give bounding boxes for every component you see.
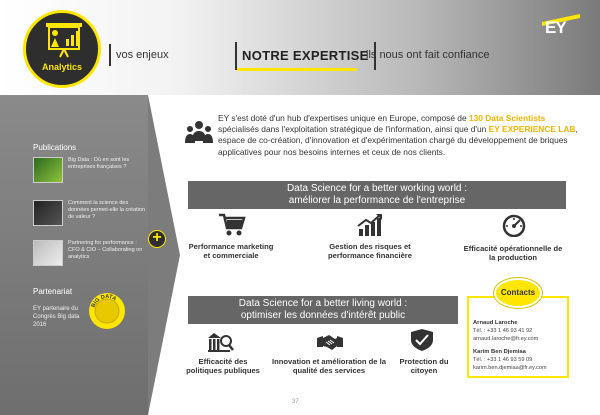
nav-vos-enjeux[interactable]: vos enjeux [109, 44, 169, 66]
partner-text: EY partenaire du Congrès Big data 2016 [33, 306, 80, 328]
dark-report-thumbnail-icon [33, 200, 63, 226]
feature-label-marketing: Performance marketing et commerciale [188, 242, 274, 260]
ey-logo-text: EY [545, 18, 566, 37]
banner-living-world [188, 296, 458, 324]
contact-name-2: Karim Ben Djemiaa [473, 349, 526, 355]
shield-icon [408, 328, 436, 352]
badge-label: Analytics [41, 62, 83, 72]
publication-item-3[interactable] [33, 240, 143, 270]
publication-text: Partnering for performance : CFO & CIO – Collaborating on analytics [68, 240, 143, 260]
publication-text: Comment la science des données permet-elle la création de valeur ? [68, 200, 146, 220]
intro-text-3: , espace de co-création, d'innovation et d'expérimentation chargé du développement de briques applicatives pour nos besoins internes et ceux de nos clients. [218, 124, 578, 157]
intro-text-2: spécialisés dans l'exploitation stratégique de l'information, ainsi que d'un [218, 124, 489, 135]
team-icon [185, 119, 213, 147]
publications-title: Publications [33, 143, 77, 152]
seal-text: BIG DATA [90, 293, 118, 309]
partenariat-title: Partenariat [33, 287, 73, 296]
people-report-thumbnail-icon [33, 240, 63, 266]
feature-label-risques: Gestion des risques et performance financière [328, 242, 412, 260]
presentation-chart-icon [44, 21, 84, 59]
shopping-cart-icon [218, 213, 246, 237]
contact-email-1[interactable]: arnaud.laroche@fr.ey.com [473, 336, 539, 342]
building-chart-icon [206, 330, 234, 354]
contact-email-2[interactable]: karim.ben.djemiaa@fr.ey.com [473, 365, 547, 371]
analytics-badge[interactable] [23, 10, 101, 88]
green-report-thumbnail-icon [33, 157, 63, 183]
feature-label-protection: Protection du citoyen [399, 357, 449, 375]
rising-chart-icon [356, 213, 384, 237]
contact-phone-2: Tél. : +33 1 46 93 59 09 [473, 357, 533, 363]
nav-notre-expertise[interactable]: NOTRE EXPERTISE [235, 42, 376, 70]
page-number: 37 [292, 399, 299, 405]
handshake-icon [316, 330, 344, 354]
intro-text-1: EY s'est doté d'un hub d'expertises unique en Europe, composé de [218, 113, 469, 123]
big-data-seal-icon[interactable] [88, 292, 126, 330]
banner2-line2: optimiser les données d'intérêt public [240, 310, 406, 321]
contacts-badge: Contacts [494, 278, 542, 308]
intro-paragraph [218, 113, 578, 158]
publication-text: Big Data : Où en sont les entreprises françaises ? [68, 157, 130, 170]
intro-highlight-experience-lab: EY EXPERIENCE LAB [488, 124, 576, 135]
contact-phone-1: Tél. : +33 1 46 93 41 92 [473, 328, 533, 334]
feature-label-innovation: Innovation et amélioration de la qualité des services [272, 357, 386, 375]
nav-ils-nous-ont-fait-confiance[interactable]: ils nous ont fait confiance [366, 49, 490, 61]
publication-item-2[interactable] [33, 200, 146, 230]
intro-highlight-data-scientists: 130 Data Scientists [468, 113, 546, 123]
banner1-line1: Data Science for a better working world : [286, 183, 468, 194]
left-panel-arrow [148, 95, 180, 415]
expand-plus-button[interactable]: + [148, 230, 166, 248]
feature-label-politiques: Efficacité des politiques publiques [186, 357, 260, 375]
active-tab-indicator [237, 68, 357, 71]
publication-item-1[interactable] [33, 157, 143, 187]
banner-working-world [188, 181, 566, 209]
feature-label-efficacite: Efficacité opérationnelle de la production [463, 244, 563, 262]
banner2-line1: Data Science for a better living world : [238, 298, 408, 309]
speedometer-icon [500, 213, 528, 237]
contact-name-1: Arnaud Laroche [473, 320, 518, 326]
banner1-line2: améliorer la performance de l'entreprise [288, 195, 466, 206]
